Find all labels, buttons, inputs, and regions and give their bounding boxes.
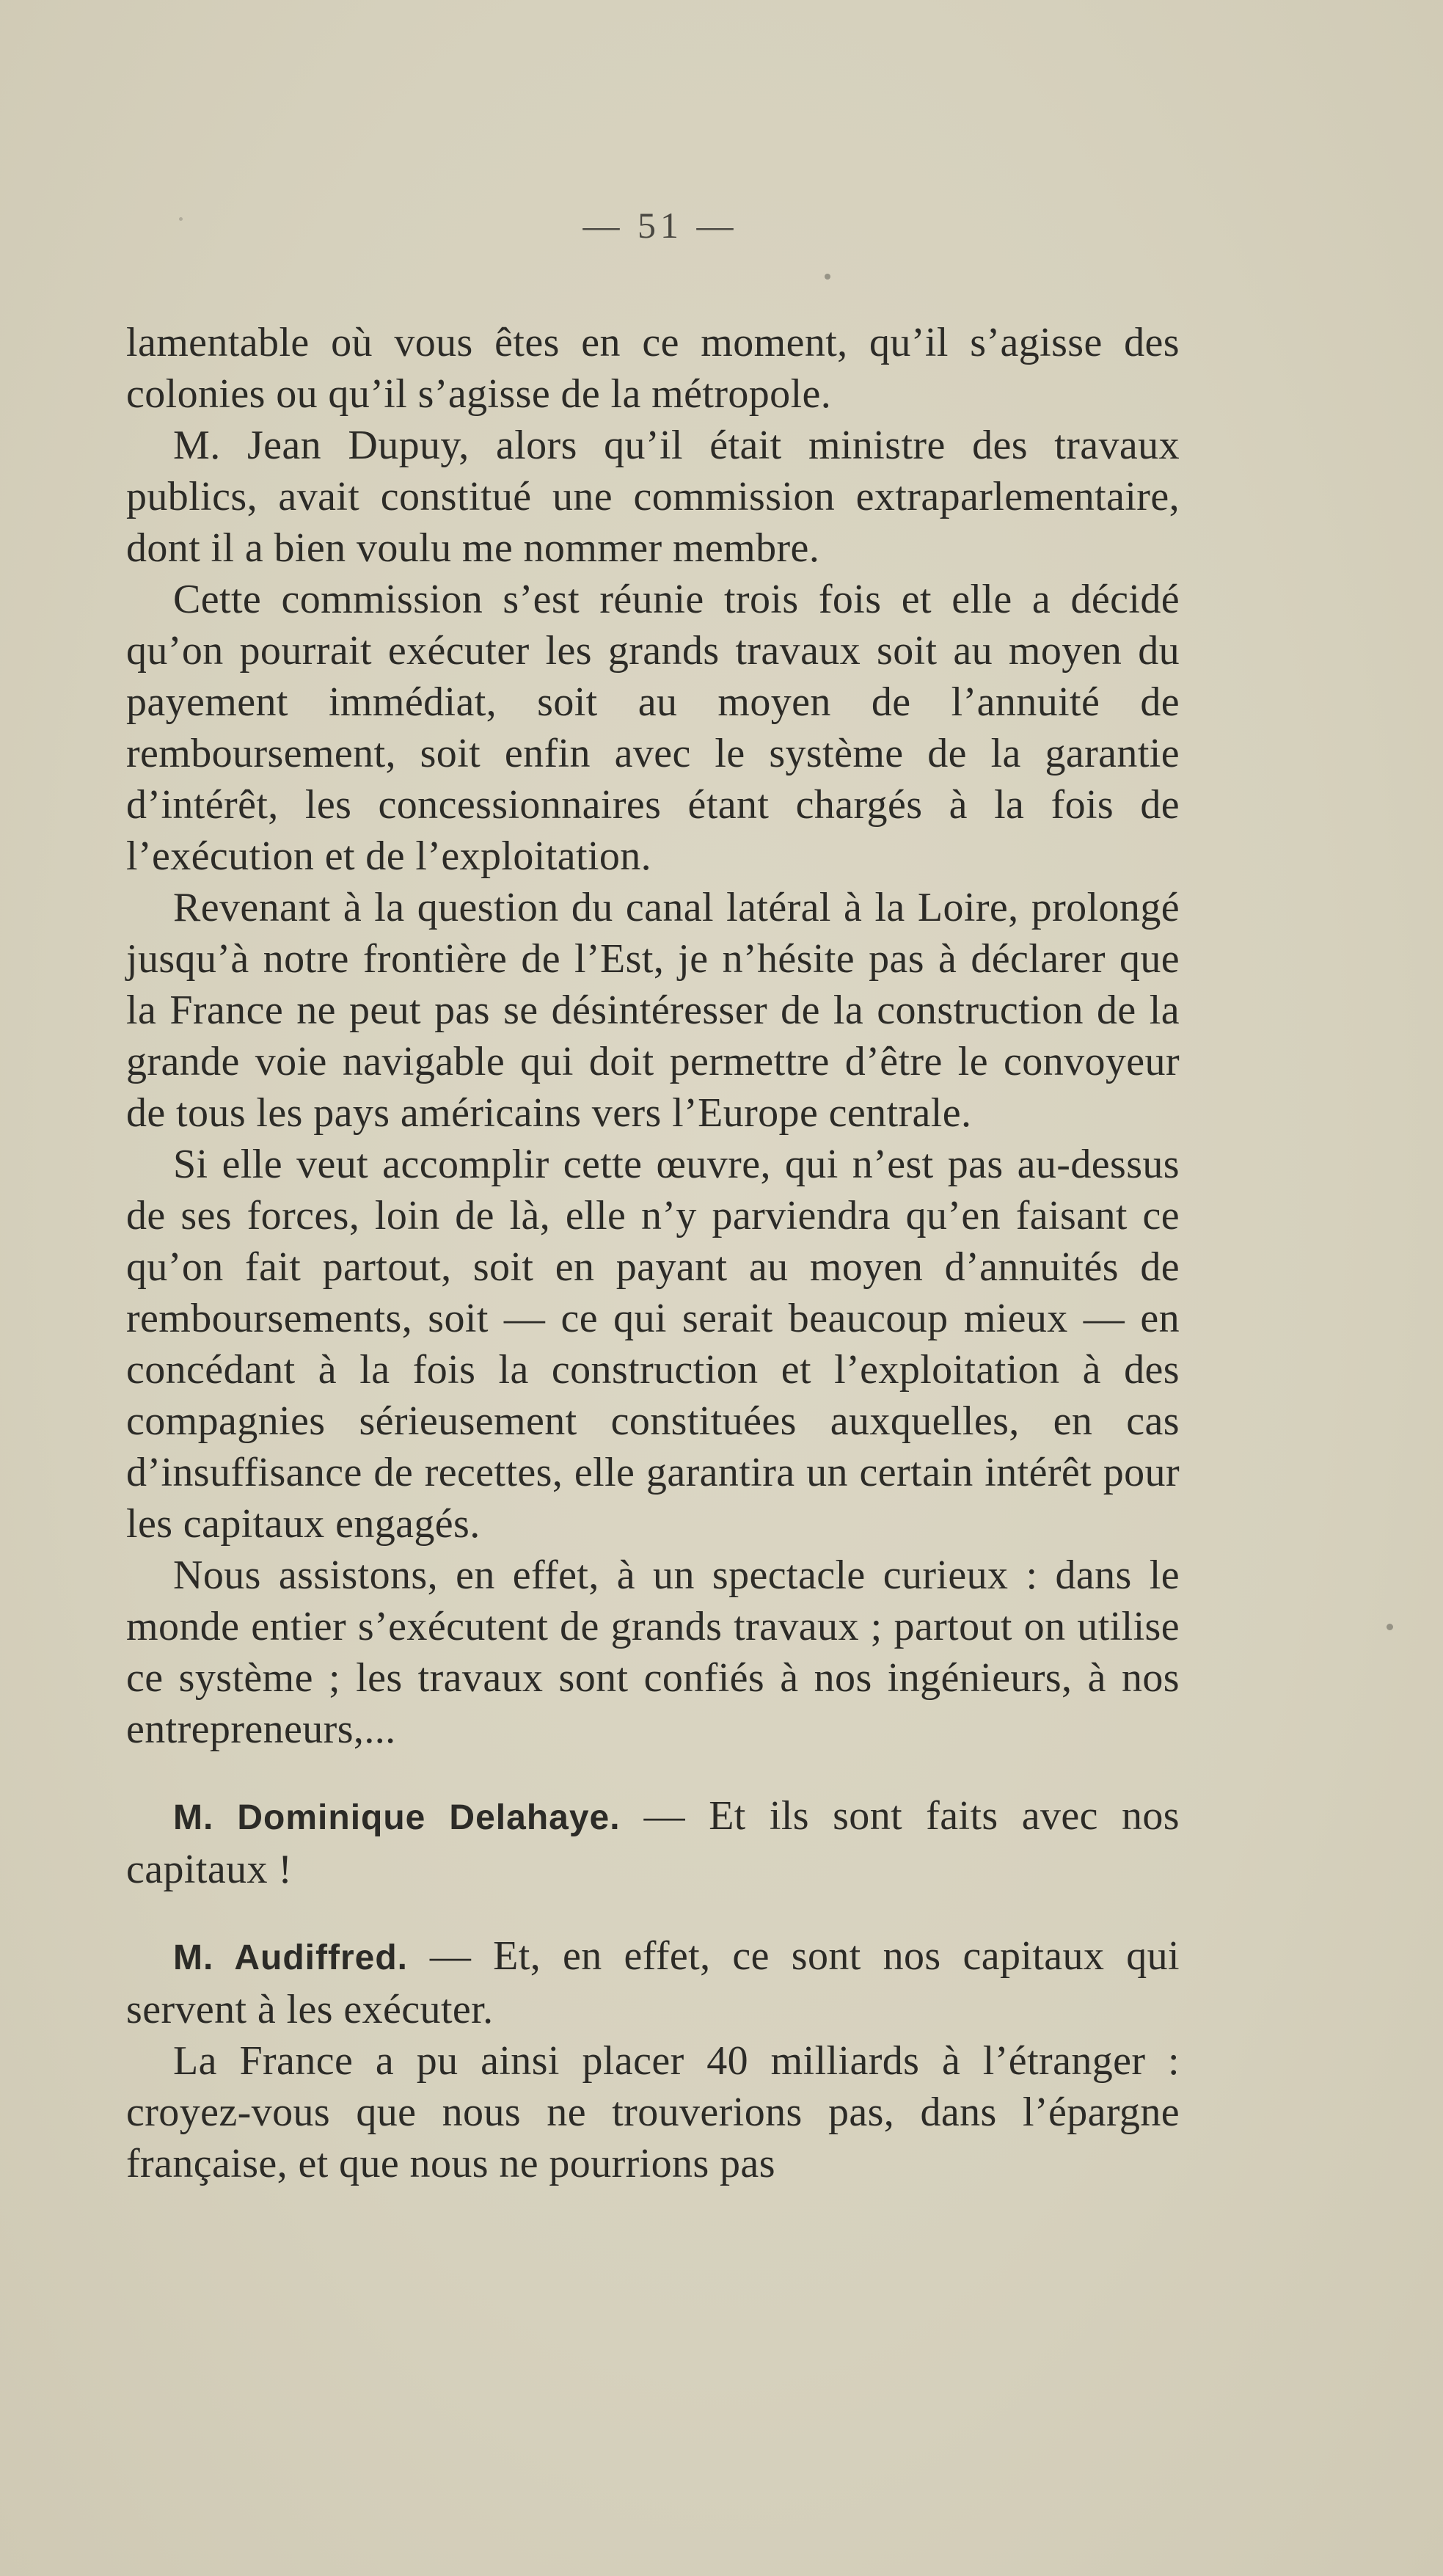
body-text (126, 317, 1180, 2189)
paragraph: Si elle veut accomplir cette œuvre, qui n’est pas au-dessus de ses forces, loin de là, elle n’y parviendra qu’en faisant ce qu’on fait partout, soit en payant au moyen d’annuités de remboursements, soit — ce qui serait beaucoup mieux — en concédant à la fois la construction et l’exploitation à des compagnies sérieusement constituées auxquelles, en cas d’insuffisance de recettes, elle garantira un certain intérêt pour les capitaux engagés. (126, 1142, 1180, 1547)
speaker-name: M. Audiffred. (173, 1938, 408, 1977)
paper-speck (825, 274, 830, 280)
speech-text: — Et ils sont faits avec nos capitaux ! (126, 1793, 1180, 1892)
speech-text: — Et, en effet, ce sont nos capitaux qui servent à les exécuter. (126, 1933, 1180, 2032)
paragraph: Cette commission s’est réunie trois fois et elle a décidé qu’on pourrait exécuter les grands travaux soit au moyen du payement immédiat, soit au moyen de l’annuité de remboursement, soit enfin avec le système de la garantie d’intérêt, les concessionnaires étant chargés à la fois de l’exécution et de l’exploitation. (126, 577, 1180, 879)
speech-paragraph (126, 1930, 1180, 2035)
speaker-name: M. Dominique Delahaye. (173, 1798, 621, 1837)
speech-paragraph (126, 1790, 1180, 1895)
paragraph: Nous assistons, en effet, à un spectacle curieux : dans le monde entier s’exécutent de grands travaux ; partout on utilise ce système ; les travaux sont confiés à nos ingénieurs, à nos entrepreneurs,... (126, 1552, 1180, 1752)
paragraph: lamentable où vous êtes en ce moment, qu’il s’agisse des colonies ou qu’il s’agisse de la métropole. (126, 320, 1180, 417)
paper-speck (1387, 1624, 1393, 1630)
paragraph: M. Jean Dupuy, alors qu’il était ministre des travaux publics, avait constitué une commission extraparlementaire, dont il a bien voulu me nommer membre. (126, 423, 1180, 571)
paper-speck (179, 217, 183, 221)
paragraph: La France a pu ainsi placer 40 milliards à l’étranger : croyez-vous que nous ne trouverions pas, dans l’épargne française, et que nous ne pourrions pas (126, 2038, 1180, 2186)
paragraph: Revenant à la question du canal latéral à la Loire, prolongé jusqu’à notre frontière de l’Est, je n’hésite pas à déclarer que la France ne peut pas se désintéresser de la construction de la grande voie navigable qui doit permettre d’être le convoyeur de tous les pays américains vers l’Europe centrale. (126, 885, 1180, 1136)
page-number: — 51 — (582, 205, 738, 246)
